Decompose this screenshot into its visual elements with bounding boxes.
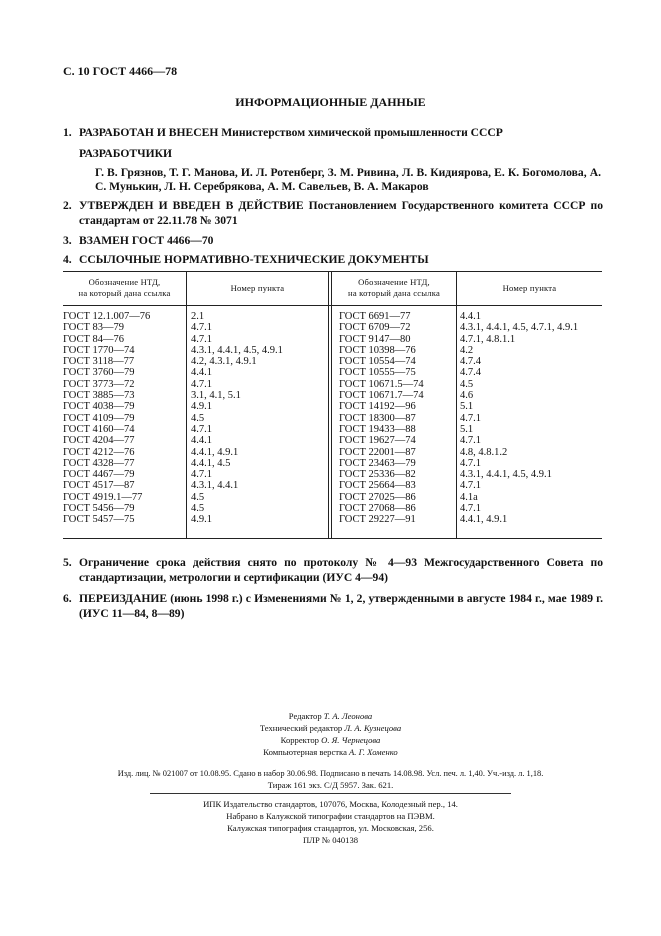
imprint-editor: Редактор Т. А. Леонова xyxy=(288,711,373,721)
item-text: РАЗРАБОТЧИКИ xyxy=(79,147,173,160)
table-cell: 5.1 xyxy=(460,401,474,413)
imprint-license: Изд. лиц. № 021007 от 10.08.95. Сдано в набор 30.06.98. Подписано в печать 14.08.98. Усл. печ. л. 1,40. Уч.-изд. л. 1,18. xyxy=(117,769,544,778)
table-cell: ГОСТ 1770—74 xyxy=(63,344,135,356)
table-cell: 4.4.1, 4.9.1 xyxy=(460,514,508,526)
table-rule xyxy=(63,305,602,306)
table-cell: ГОСТ 84—76 xyxy=(63,333,125,345)
item-text: ПЕРЕИЗДАНИЕ (июнь 1998 г.) с Изменениями № 1, 2, утвержденными в августе 1984 г., мае 1989 г. (ИУС 11—84, 8—89) xyxy=(79,592,603,620)
table-cell: ГОСТ 5456—79 xyxy=(63,503,135,515)
table-cell: ГОСТ 3118—77 xyxy=(63,356,135,368)
table-cell: 4.9.1 xyxy=(191,401,212,413)
imprint-divider xyxy=(150,793,511,794)
table-double-divider xyxy=(328,271,332,539)
table-cell: ГОСТ 29227—91 xyxy=(339,514,416,526)
table-cell: 4.3.1, 4.4.1, 4.5, 4.9.1 xyxy=(191,344,283,356)
page-title: ИНФОРМАЦИОННЫЕ ДАННЫЕ xyxy=(235,95,426,109)
table-cell: 4.7.1 xyxy=(191,469,212,481)
table-cell: ГОСТ 25664—83 xyxy=(339,480,416,492)
table-cell: ГОСТ 27068—86 xyxy=(339,503,416,515)
item-number: 4. xyxy=(63,253,72,266)
table-cell: ГОСТ 14192—96 xyxy=(339,401,416,413)
table-cell: ГОСТ 22001—87 xyxy=(339,446,416,458)
table-cell: 4.4.1, 4.5 xyxy=(191,457,231,469)
table-cell: ГОСТ 23463—79 xyxy=(339,457,416,469)
table-cell: ГОСТ 10398—76 xyxy=(339,344,416,356)
table-cell: ГОСТ 18300—87 xyxy=(339,412,416,424)
table-cell: ГОСТ 10671.7—74 xyxy=(339,390,424,402)
table-cell: ГОСТ 4109—79 xyxy=(63,412,135,424)
table-cell: 4.5 xyxy=(191,503,205,515)
table-column-divider xyxy=(186,271,187,539)
table-cell: 4.8, 4.8.1.2 xyxy=(460,446,508,458)
table-cell: ГОСТ 3773—72 xyxy=(63,378,135,390)
table-cell: ГОСТ 4517—87 xyxy=(63,480,135,492)
table-cell: 4.7.1 xyxy=(191,333,212,345)
table-cell: 4.7.4 xyxy=(460,367,481,379)
table-cell: ГОСТ 10554—74 xyxy=(339,356,416,368)
table-column-left-docs xyxy=(63,311,150,526)
item-number: 5. xyxy=(63,556,72,569)
table-cell: ГОСТ 83—79 xyxy=(63,322,125,334)
table-cell: 4.5 xyxy=(460,378,474,390)
table-cell: ГОСТ 3760—79 xyxy=(63,367,135,379)
imprint-layout: Компьютерная верстка А. Г. Хоменко xyxy=(263,747,398,757)
table-rule xyxy=(63,271,602,272)
table-cell: ГОСТ 4160—74 xyxy=(63,423,135,435)
table-cell: ГОСТ 10555—75 xyxy=(339,367,416,379)
table-cell: 4.7.1 xyxy=(460,435,481,447)
table-cell: ГОСТ 5457—75 xyxy=(63,514,135,526)
table-cell: 4.5 xyxy=(191,491,205,503)
item-text: ВЗАМЕН ГОСТ 4466—70 xyxy=(79,234,214,247)
table-cell: 4.7.1, 4.8.1.1 xyxy=(460,333,516,345)
table-cell: 4.7.4 xyxy=(460,356,481,368)
table-cell: ГОСТ 9147—80 xyxy=(339,333,411,345)
table-cell: 4.4.1 xyxy=(460,311,481,322)
table-cell: ГОСТ 6691—77 xyxy=(339,311,411,322)
table-cell: 4.2, 4.3.1, 4.9.1 xyxy=(191,356,257,368)
table-cell: 4.5 xyxy=(191,412,205,424)
table-cell: 4.9.1 xyxy=(191,514,212,526)
table-cell: ГОСТ 4328—77 xyxy=(63,457,135,469)
table-cell: 4.7.1 xyxy=(191,378,212,390)
table-cell: 2.1 xyxy=(191,311,205,322)
item-text: РАЗРАБОТАН И ВНЕСЕН Министерством химической промышленности СССР xyxy=(79,126,503,139)
table-cell: ГОСТ 10671.5—74 xyxy=(339,378,424,390)
table-cell: 4.7.1 xyxy=(460,480,481,492)
table-cell: ГОСТ 4467—79 xyxy=(63,469,135,481)
imprint-tech-editor: Технический редактор Л. А. Кузнецова xyxy=(259,723,402,733)
table-header-item-right: Номер пункта xyxy=(502,283,557,293)
item-number: 6. xyxy=(63,592,72,605)
table-header-item-left: Номер пункта xyxy=(230,283,285,293)
table-cell: 4.4.1 xyxy=(191,435,212,447)
authors-list: Г. В. Грязнов, Т. Г. Манова, И. Л. Ротенберг, З. М. Ривина, Л. В. Кидиярова, Е. К. Богомолова, А. С. Мунькин, Л. Н. Серебрякова, А. М. Савельев, В. А. Макаров xyxy=(95,166,601,193)
table-column-right-items xyxy=(460,311,578,526)
table-cell: ГОСТ 27025—86 xyxy=(339,491,416,503)
table-cell: ГОСТ 3885—73 xyxy=(63,390,135,402)
table-cell: ГОСТ 4919.1—77 xyxy=(63,491,143,503)
table-cell: ГОСТ 12.1.007—76 xyxy=(63,311,151,322)
table-column-divider xyxy=(456,271,457,539)
table-cell: 4.7.1 xyxy=(460,412,481,424)
imprint-corrector: Корректор О. Я. Чернецова xyxy=(280,735,381,745)
item-number: 3. xyxy=(63,234,72,247)
item-number: 1. xyxy=(63,126,72,139)
table-cell: ГОСТ 4212—76 xyxy=(63,446,135,458)
imprint-typeset: Набрано в Калужской типографии стандартов на ПЭВМ. xyxy=(226,811,435,821)
table-cell: 5.1 xyxy=(460,423,474,435)
table-cell: 4.1а xyxy=(460,491,478,503)
table-cell: 4.3.1, 4.4.1, 4.5, 4.9.1 xyxy=(460,469,552,481)
table-cell: 4.6 xyxy=(460,390,474,402)
table-cell: ГОСТ 19433—88 xyxy=(339,423,416,435)
item-number: 2. xyxy=(63,199,72,212)
table-cell: 4.7.1 xyxy=(460,503,481,515)
item-text: Ограничение срока действия снято по протоколу № 4—93 Межгосударственного Совета по стандартизации, метрологии и сертификации (ИУС 4—94) xyxy=(79,556,603,584)
table-rule xyxy=(63,538,602,539)
table-cell: 4.7.1 xyxy=(460,457,481,469)
table-cell: ГОСТ 4038—79 xyxy=(63,401,135,413)
imprint-printed: Калужская типография стандартов, ул. Московская, 256. xyxy=(227,823,434,833)
table-column-left-items xyxy=(191,311,283,526)
table-cell: 4.3.1, 4.4.1 xyxy=(191,480,239,492)
table-cell: 4.2 xyxy=(460,344,474,356)
table-cell: ГОСТ 6709—72 xyxy=(339,322,411,334)
table-cell: ГОСТ 4204—77 xyxy=(63,435,135,447)
table-cell: 4.4.1 xyxy=(191,367,212,379)
table-cell: 4.4.1, 4.9.1 xyxy=(191,446,239,458)
item-text: ССЫЛОЧНЫЕ НОРМАТИВНО-ТЕХНИЧЕСКИЕ ДОКУМЕНТЫ xyxy=(79,253,429,266)
table-cell: ГОСТ 25336—82 xyxy=(339,469,416,481)
table-cell: 4.7.1 xyxy=(191,322,212,334)
page-header: С. 10 ГОСТ 4466—78 xyxy=(63,64,178,78)
table-column-right-docs xyxy=(339,311,424,526)
table-cell: 4.3.1, 4.4.1, 4.5, 4.7.1, 4.9.1 xyxy=(460,322,579,334)
table-header-doc-left: Обозначение НТД, на который дана ссылка xyxy=(78,277,171,298)
table-cell: ГОСТ 19627—74 xyxy=(339,435,416,447)
item-text: УТВЕРЖДЕН И ВВЕДЕН В ДЕЙСТВИЕ Постановлением Государственного комитета СССР по стандартам от 22.11.78 № 3071 xyxy=(79,199,603,227)
table-cell: 4.7.1 xyxy=(191,423,212,435)
imprint-publisher: ИПК Издательство стандартов, 107076, Москва, Колодезный пер., 14. xyxy=(203,799,458,809)
table-cell: 3.1, 4.1, 5.1 xyxy=(191,390,241,402)
imprint-plr: ПЛР № 040138 xyxy=(302,835,359,845)
imprint-print-run: Тираж 161 экз. С/Д 5957. Зак. 621. xyxy=(267,780,394,790)
table-header-doc-right: Обозначение НТД, на который дана ссылка xyxy=(348,277,440,298)
